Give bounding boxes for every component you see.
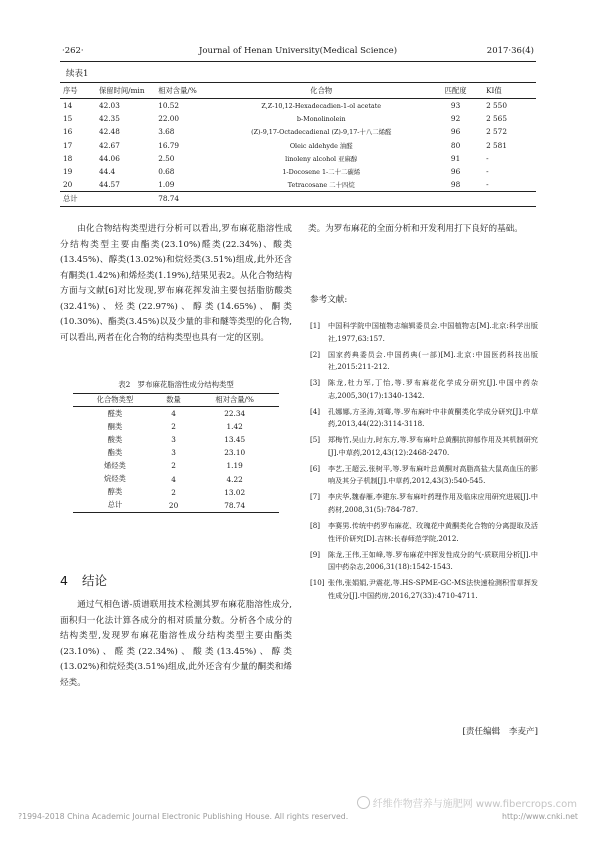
table-row [73,407,279,421]
table2-cell: 醛类 [107,408,123,418]
reference-number: [3] [310,378,321,388]
table2-cell: 13.02 [224,487,246,497]
table2-caption: 表2 罗布麻花脂溶性成分结构类型 [118,380,234,389]
table2-cell: 醇类 [107,487,123,497]
table1-cell: 16.79 [158,140,180,150]
table-row [73,433,279,446]
reference-list [310,320,538,606]
table1-cell: Tetracosane 二十四烷 [287,181,355,190]
reference-item [310,406,538,431]
volume-issue: 2017·36(4) [486,46,534,56]
table1-cell: 17 [63,140,73,150]
table1-col-header: 匹配度 [428,83,483,99]
table1-cell: linoleny alcohol 亚麻醇 [285,154,358,163]
table-row [73,459,279,472]
reference-text: 张伟,张娟娟,尹震花,等.HS-SPME-GC-MS法快速检测积雪草挥发性成分[J].中国药房,2016,27(33):4710-4711. [328,578,538,600]
table-row [60,178,536,192]
table1-cell: 2 565 [486,114,507,124]
table1-cell: 10.52 [158,101,180,111]
reference-number: [9] [310,549,321,559]
table2-cell: 2 [171,461,176,471]
table1-col-header: KI值 [483,83,536,99]
table1-cell: 42.03 [98,101,120,111]
table1-caption: 续表1 [66,69,89,79]
table1-cell: 20 [63,180,73,190]
table1-cell: 44.06 [98,153,120,163]
table-row [60,139,536,152]
table2-cell: 3 [171,448,176,458]
reference-item [310,320,538,345]
reference-number: [1] [310,321,321,330]
table1-cell: 14 [63,101,73,111]
table1-cell [428,192,483,206]
table1-cell: 78.74 [155,192,214,206]
reference-item [310,349,538,374]
section-title: 结论 [82,573,108,588]
right-column [308,222,538,238]
table1-col-header: 化合物 [214,83,428,99]
table2-cell: 78.74 [190,499,279,513]
table2-cell: 1.19 [226,461,243,471]
table1-cell: 2 581 [486,140,507,150]
table2-cell: 酮类 [107,421,123,431]
header-rule [60,61,536,62]
reference-text: 李艺,王超云,张树平,等.罗布麻叶总黄酮对高脂高盐大鼠高血压的影响及其分子机制[J].中草药,2012,43(3):540-545. [328,463,538,486]
table1-cell: 1-Docosene 1-二十二碳烯 [282,168,361,177]
table-row [60,112,536,125]
table1-col-header: 保留时间/min [96,83,155,99]
references-title: 参考文献: [310,295,348,305]
table-row [60,99,536,113]
reference-text: 李赛男.传统中药罗布麻花、玫瑰花中黄酮类化合物的分离提取及活性评价研究[D].吉林:长春师范学院,2012. [328,521,538,543]
reference-item [310,577,538,602]
reference-item [310,377,538,402]
table1-cell: 96 [450,167,461,177]
reference-text: 李庆华,魏春雁,李建东.罗布麻叶药理作用及临床应用研究进展[J].中药材,2008,31(5):784-787. [328,492,538,515]
table1-cell: 2 550 [486,101,507,111]
site-watermark [357,795,577,810]
table2-cell: 4 [171,409,176,419]
table1-cell: 总计 [60,192,96,206]
table1-col-header: 相对含量/% [155,83,214,99]
reference-text: 国家药典委员会.中国药典(一部)[M].北京:中国医药科技出版社,2015:211-212. [328,349,538,372]
table2-cell: 20 [157,499,191,513]
table2-cell: 3 [171,435,176,445]
table1-cell: (Z)-9,17-Octadecadienal (Z)-9,17-十八二烯醛 [251,128,392,137]
table-row [73,472,279,485]
running-header [62,46,534,60]
analysis-paragraph: 由化合物结构类型进行分析可以看出,罗布麻花脂溶性成分结构类型主要由酯类(23.10%)醛类(22.34%)、酸类(13.45%)、醇类(13.02%)和烷烃类(3.51%)组成,此外还含有酮类(1.42%)和烯烃类(1.19%),结果见表2。从化合物结构方面与文献[6]对比发现,罗布麻花挥发油主要包括脂肪酸类(32.41%)、烃类(22.97%)、醇类(14.65%)、酮类(10.30%)、酯类(3.45%)以及少量的非和醚等类型的化合物,可以看出,两者在化合物的结构类型也具有一定的区别。 [60,224,292,343]
table1-cell: 15 [63,114,73,124]
table1-cell: b-Monolinolein [296,114,346,123]
table1-cell [483,192,536,206]
table1-cell: 2 572 [486,127,507,137]
table1-cell: 44.4 [98,167,116,177]
section-number: 4 [60,573,68,588]
table1-cell: 98 [450,180,461,190]
table1 [60,82,536,207]
table-row [73,499,279,513]
table-row [60,152,536,165]
table-row [73,446,279,459]
reference-item [310,491,538,516]
table1-cell: - [486,153,489,163]
reference-item [310,549,538,574]
table1-cell: - [486,167,489,177]
table2-cell: 1.42 [226,422,243,432]
copyright-notice: ?1994-2018 China Academic Journal Electronic Publishing House. All rights reserved. [18,812,349,821]
table1-cell: 96 [450,127,461,137]
table2-cell: 4.22 [226,474,243,484]
reference-number: [7] [310,492,321,502]
reference-number: [6] [310,463,321,473]
reference-number: [2] [310,349,321,359]
table1-cell: 42.35 [98,114,120,124]
table1-cell: - [486,180,489,190]
table2-col-header: 化合物类型 [73,394,157,407]
table-row [73,420,279,433]
table1-cell: Oleic aldehyde 油醛 [289,141,353,150]
table1-cell: 80 [450,140,461,150]
table1-cell: 3.68 [158,127,175,137]
table2-cell: 2 [171,487,176,497]
table1-cell: 16 [63,127,73,137]
table2-cell: 总计 [73,499,157,513]
table-row [73,486,279,499]
table2-col-header: 相对含量/% [190,394,279,407]
table1-cell: 19 [63,167,73,177]
table2-col-header: 数量 [157,394,191,407]
table1-cell: Z,Z-10,12-Hexadecadien-1-ol acetate [261,101,382,110]
reference-text: 孔娜娜,方圣涛,刘骞,等.罗布麻叶中非黄酮类化学成分研究[J].中草药,2013,44(22):3114-3118. [328,406,538,429]
left-column [60,222,292,346]
table2-cell: 烯烃类 [103,460,126,470]
conclusion-paragraph: 通过气相色谱-质谱联用技术检测其罗布麻花脂溶性成分,面积归一化法计算各成分的相对质量分数。分析各个成分的结构类型,发现罗布麻花脂溶性成分结构类型主要由酯类(23.10%)、醛类(22.34%)、酸类(13.45%)、醇类(13.02%)和烷烃类(3.51%)组成,此外还含有少量的酮类和烯烃类。 [60,600,292,688]
reference-text: 郑梅竹,吴山力,时东方,等.罗布麻叶总黄酮抗抑郁作用及其机制研究[J].中草药,2012,43(12):2468-2470. [328,435,538,457]
footer [18,812,578,826]
table1-cell: 91 [450,153,461,163]
table2-cell: 4 [171,474,176,484]
table2-cell: 23.10 [224,448,246,458]
reference-text: 陈龙,杜力军,丁怡,等.罗布麻花化学成分研究[J].中国中药杂志,2005,30(17):1340-1342. [328,378,538,400]
table1-cell: 42.48 [98,127,120,137]
reference-item [310,520,538,545]
page-number: ·262· [62,46,84,56]
watermark-text: 纤维作物营养与施肥网 www.fibercrops.com [372,799,577,810]
table-row [60,165,536,178]
reference-number: [10] [310,578,325,588]
table1-total-row [60,192,536,206]
table1-cell: 44.57 [98,180,120,190]
table2 [73,393,279,513]
continuation-paragraph: 类。为罗布麻花的全面分析和开发利用打下良好的基础。 [308,224,523,234]
reference-item [310,434,538,459]
table1-cell [214,192,428,206]
table2-cell: 2 [171,422,176,432]
section-heading [60,571,107,589]
table1-cell: 42.67 [98,140,120,150]
table1-cell: 93 [450,101,461,111]
table1-cell: 22.00 [158,114,180,124]
table1-cell [96,192,155,206]
reference-number: [5] [310,435,321,445]
table2-cell: 13.45 [224,435,246,445]
reference-number: [4] [310,406,321,416]
table1-cell: 92 [450,114,461,124]
watermark-logo-icon [357,796,370,809]
table1-col-header: 序号 [60,83,96,99]
conclusion-text [60,598,292,692]
reference-text: 中国科学院中国植物志编辑委员会.中国植物志[M].北京:科学出版社,1977,63:157. [328,321,538,343]
table2-cell: 酸类 [107,434,123,444]
reference-item [310,463,538,488]
table1-header-row [60,83,536,99]
table2-cell: 酯类 [107,447,123,457]
table-row [60,125,536,138]
table2-cell: 烷烃类 [103,474,126,484]
table1-cell: 1.09 [158,180,175,190]
table1-cell: 18 [63,153,73,163]
journal-name: Journal of Henan University(Medical Science) [198,46,398,56]
table1-cell: 2.50 [158,153,175,163]
responsible-editor: [责任编辑 李麦产] [462,727,538,737]
table1-cell: 0.68 [158,167,175,177]
table2-header-row [73,394,279,407]
reference-text: 陈龙,王伟,王如峰,等.罗布麻花中挥发性成分的气-质联用分析[J].中国中药杂志,2006,31(18):1542-1543. [328,549,538,572]
table2-cell: 22.34 [224,409,246,419]
footer-link[interactable]: http://www.cnki.net [502,812,578,821]
reference-number: [8] [310,521,321,531]
